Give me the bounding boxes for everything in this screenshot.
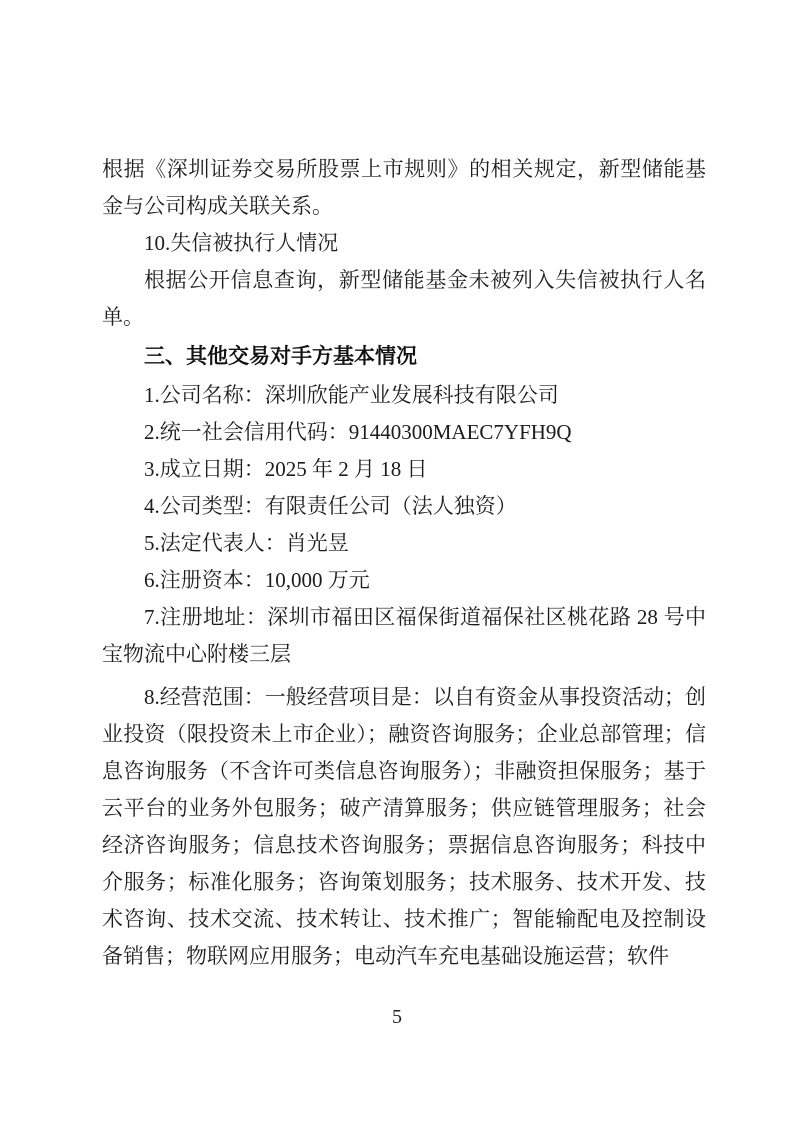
item-business-scope: 8.经营范围：一般经营项目是：以自有资金从事投资活动；创业投资（限投资未上市企业）；融资咨询服务；企业总部管理；信息咨询服务（不含许可类信息咨询服务）；非融资担保服务；基于云平台的业务外包服务；破产清算服务；供应链管理服务；社会经济咨询服务；信息技术咨询服务；票据信息咨询服务；科技中介服务；标准化服务；咨询策划服务；技术服务、技术开发、技术咨询、技术交流、技术转让、技术推广；智能输配电及控制设备销售；物联网应用服务；电动汽车充电基础设施运营；软件 bbox=[102, 685, 706, 968]
item-legal-representative: 5.法定代表人：肖光昱 bbox=[144, 531, 349, 555]
paragraph-association-conclusion: 根据《深圳证券交易所股票上市规则》的相关规定，新型储能基金与公司构成关联关系。 bbox=[102, 157, 706, 218]
section-heading-other-counterparty: 三、其他交易对手方基本情况 bbox=[144, 345, 417, 368]
item-registered-capital: 6.注册资本：10,000 万元 bbox=[144, 568, 370, 592]
item-establish-date: 3.成立日期：2025 年 2 月 18 日 bbox=[144, 457, 428, 481]
item-company-type: 4.公司类型：有限责任公司（法人独资） bbox=[144, 494, 517, 518]
page-number: 5 bbox=[392, 1006, 402, 1028]
paragraph-item10-heading: 10.失信被执行人情况 bbox=[144, 231, 339, 255]
item-credit-code: 2.统一社会信用代码：91440300MAEC7YFH9Q bbox=[144, 420, 572, 444]
item-company-name: 1.公司名称：深圳欣能产业发展科技有限公司 bbox=[144, 383, 559, 407]
paragraph-item10-text: 根据公开信息查询，新型储能基金未被列入失信被执行人名单。 bbox=[102, 268, 706, 329]
page-body bbox=[102, 151, 706, 975]
item-registered-address: 7.注册地址：深圳市福田区福保街道福保社区桃花路 28 号中宝物流中心附楼三层 bbox=[102, 605, 706, 666]
page-footer bbox=[0, 1001, 794, 1033]
